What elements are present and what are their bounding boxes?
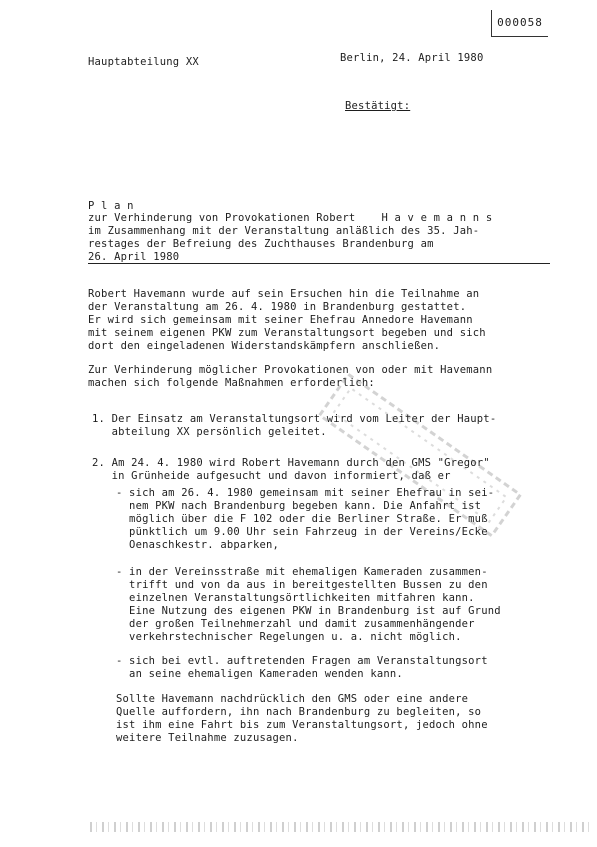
place-date: Berlin, 24. April 1980 (340, 52, 484, 64)
text-line: abteilung XX persönlich geleitet. (92, 426, 327, 438)
text-line: 1. Der Einsatz am Veranstaltungsort wird vom Leiter der Haupt- (92, 413, 497, 425)
text-line: dort den eingeladenen Widerstandskämpfern anschließen. (88, 340, 441, 352)
archive-number-stamp: 000058 (491, 10, 548, 37)
text-line: verkehrstechnischer Regelungen u. a. nicht möglich. (116, 631, 462, 643)
faint-stamp-mark (277, 319, 563, 590)
text-line: einzelnen Veranstaltungsörtlichkeiten mitfahren kann. (116, 592, 475, 604)
text-line: - sich am 26. 4. 1980 gemeinsam mit seiner Ehefrau in sei- (116, 487, 495, 499)
text-line: mit seinem eigenen PKW zum Veranstaltungsort begeben und sich (88, 327, 486, 339)
text-line: pünktlich um 9.00 Uhr sein Fahrzeug in der Vereins/Ecke (116, 526, 488, 538)
text-line: an seine ehemaligen Kameraden wenden kann. (116, 668, 403, 680)
text-line: der Veranstaltung am 26. 4. 1980 in Brandenburg gestattet. (88, 301, 467, 313)
text-line: machen sich folgende Maßnahmen erforderlich: (88, 377, 375, 389)
text-line: Quelle auffordern, ihn nach Brandenburg zu begleiten, so (116, 706, 482, 718)
text-line: in Grünheide aufgesucht und davon informiert, daß er (92, 470, 451, 482)
title-date: 26. April 1980 (88, 251, 180, 263)
text-line: Er wird sich gemeinsam mit seiner Ehefrau Annedore Havemann (88, 314, 473, 326)
title-line: zur Verhinderung von Provokationen Robert H a v e m a n n s (88, 212, 493, 224)
title-line: restages der Befreiung des Zuchthauses Brandenburg am (88, 238, 434, 250)
title-underline (88, 263, 550, 264)
text-line: Sollte Havemann nachdrücklich den GMS oder eine andere (116, 693, 469, 705)
approval-label: Bestätigt: (345, 100, 411, 112)
title-line: im Zusammenhang mit der Veranstaltung anläßlich des 35. Jah- (88, 225, 480, 237)
text-line: trifft und von da aus in bereitgestellten Bussen zu den (116, 579, 488, 591)
text-line: Robert Havemann wurde auf sein Ersuchen hin die Teilnahme an (88, 288, 480, 300)
plan-heading: P l a n (88, 200, 134, 212)
text-line: Oenaschkestr. abparken, (116, 539, 280, 551)
text-line: nem PKW nach Brandenburg begeben kann. Die Anfahrt ist (116, 500, 482, 512)
department-label: Hauptabteilung XX (88, 56, 199, 68)
text-line: ist ihm eine Fahrt bis zum Veranstaltungsort, jedoch ohne (116, 719, 488, 731)
text-line: weitere Teilnahme zuzusagen. (116, 732, 299, 744)
text-line: Zur Verhinderung möglicher Provokationen von oder mit Havemann (88, 364, 493, 376)
text-line: - in der Vereinsstraße mit ehemaligen Kameraden zusammen- (116, 566, 488, 578)
text-line: Eine Nutzung des eigenen PKW in Brandenburg ist auf Grund (116, 605, 501, 617)
text-line: der großen Teilnehmerzahl und damit zusammenhängender (116, 618, 475, 630)
scan-noise-strip (90, 822, 590, 832)
text-line: möglich über die F 102 oder die Berliner Straße. Er muß (116, 513, 488, 525)
text-line: 2. Am 24. 4. 1980 wird Robert Havemann durch den GMS "Gregor" (92, 457, 490, 469)
text-line: - sich bei evtl. auftretenden Fragen am Veranstaltungsort (116, 655, 488, 667)
